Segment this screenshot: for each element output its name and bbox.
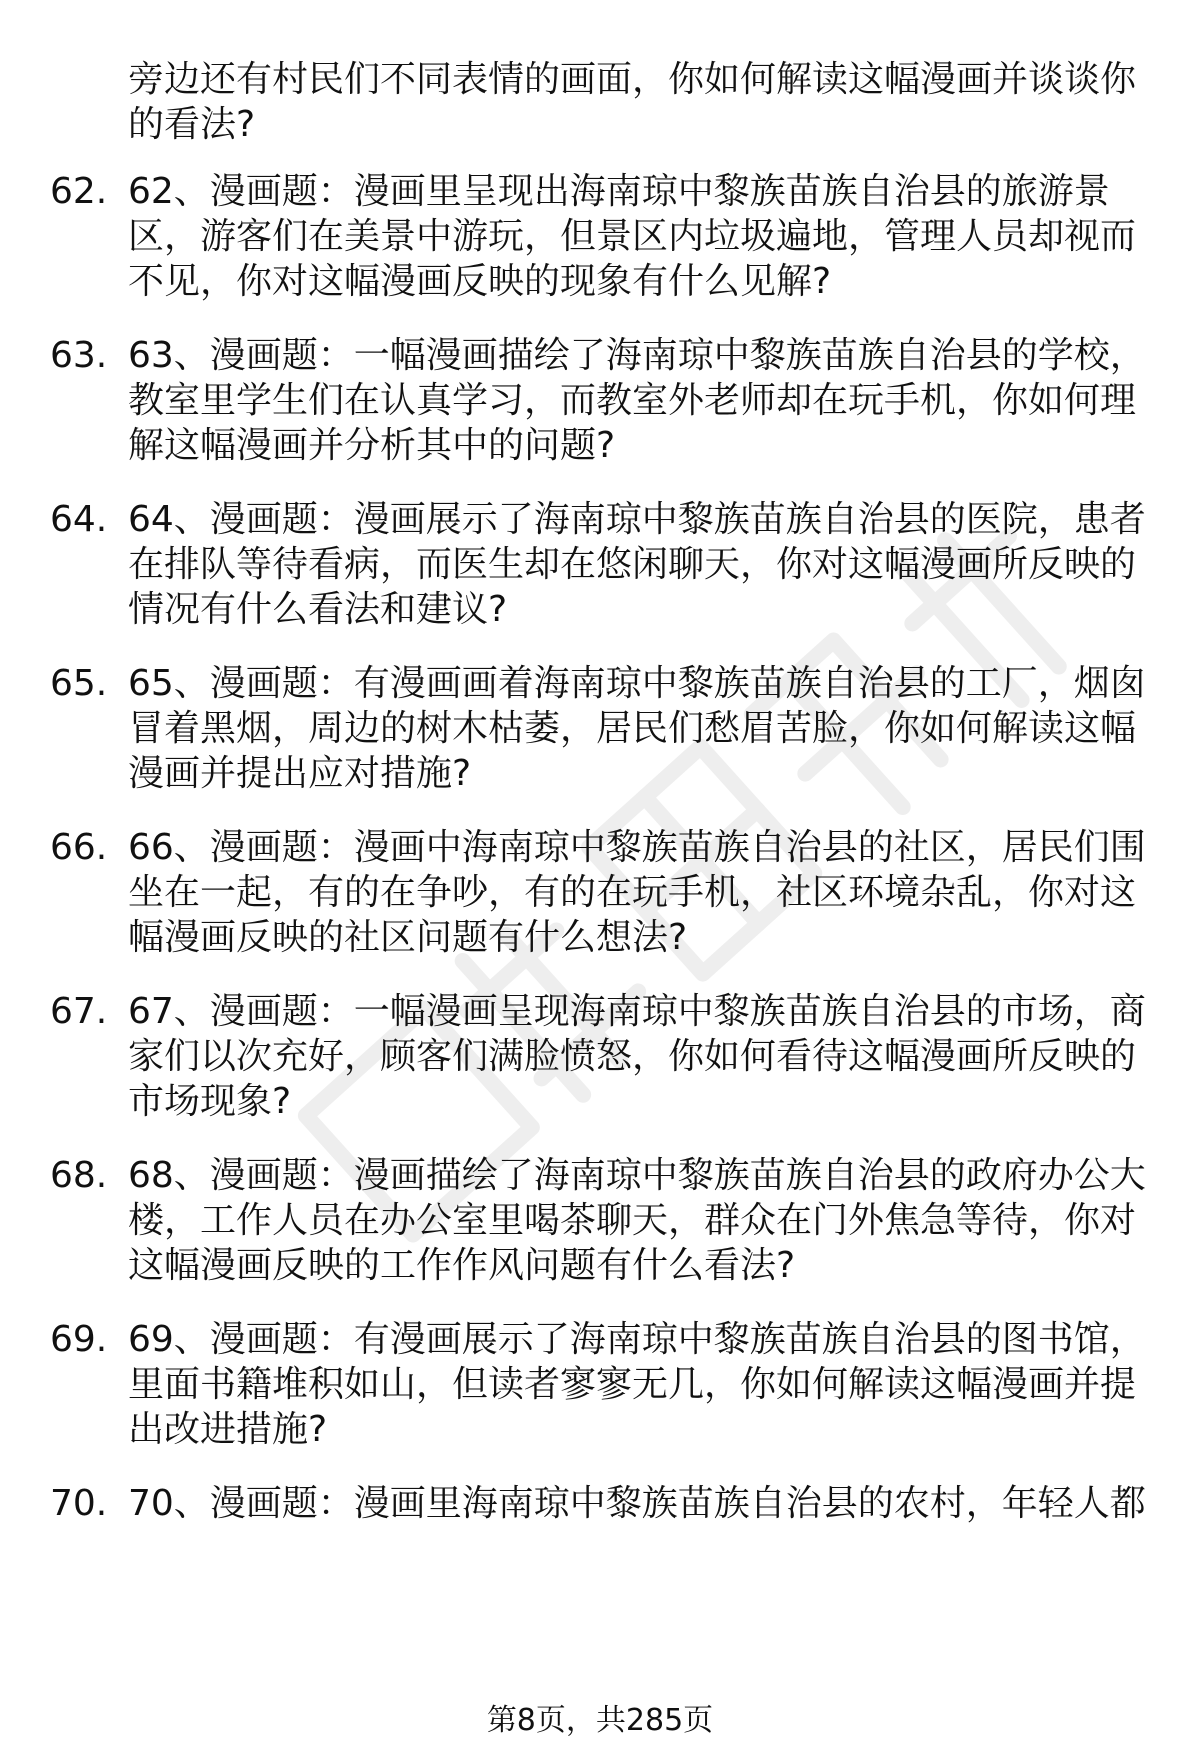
- item-text: 64、漫画题：漫画展示了海南琼中黎族苗族自治县的医院，患者在排队等待看病，而医生却在悠闲聊天，你对这幅漫画所反映的情况有什么看法和建议?: [128, 499, 1146, 630]
- item-number: 66.: [50, 827, 108, 868]
- item-text: 66、漫画题：漫画中海南琼中黎族苗族自治县的社区，居民们围坐在一起，有的在争吵，有的在玩手机，社区环境杂乱，你对这幅漫画反映的社区问题有什么想法?: [128, 827, 1146, 958]
- item-text: 63、漫画题：一幅漫画描绘了海南琼中黎族苗族自治县的学校，教室里学生们在认真学习，而教室外老师却在玩手机，你如何理解这幅漫画并分析其中的问题?: [128, 335, 1146, 466]
- page-footer: 第8页，共285页: [486, 1703, 714, 1738]
- item-number: 68.: [50, 1155, 108, 1196]
- item-text: 65、漫画题：有漫画画着海南琼中黎族苗族自治县的工厂，烟囱冒着黑烟，周边的树木枯萎，居民们愁眉苦脸，你如何解读这幅漫画并提出应对措施?: [128, 663, 1146, 794]
- item-text: 62、漫画题：漫画里呈现出海南琼中黎族苗族自治县的旅游景区，游客们在美景中游玩，但景区内垃圾遍地，管理人员却视而不见，你对这幅漫画反映的现象有什么见解?: [128, 171, 1137, 302]
- item-text: 67、漫画题：一幅漫画呈现海南琼中黎族苗族自治县的市场，商家们以次充好，顾客们满脸愤怒，你如何看待这幅漫画所反映的市场现象?: [128, 991, 1146, 1122]
- item-text: 70、漫画题：漫画里海南琼中黎族苗族自治县的农村，年轻人都: [128, 1483, 1146, 1524]
- item-number: 67.: [50, 991, 108, 1032]
- item-number: 69.: [50, 1319, 108, 1360]
- item-text: 68、漫画题：漫画描绘了海南琼中黎族苗族自治县的政府办公大楼，工作人员在办公室里喝茶聊天，群众在门外焦急等待，你对这幅漫画反映的工作作风问题有什么看法?: [128, 1155, 1146, 1286]
- item-number: 70.: [50, 1483, 108, 1524]
- continuation-text: 旁边还有村民们不同表情的画面，你如何解读这幅漫画并谈谈你的看法?: [128, 59, 1137, 145]
- item-text: 69、漫画题：有漫画展示了海南琼中黎族苗族自治县的图书馆，里面书籍堆积如山，但读者寥寥无几，你如何解读这幅漫画并提出改进措施?: [128, 1319, 1146, 1450]
- item-number: 63.: [50, 335, 108, 376]
- item-number: 62.: [50, 171, 108, 212]
- item-number: 65.: [50, 663, 108, 704]
- item-number: 64.: [50, 499, 108, 540]
